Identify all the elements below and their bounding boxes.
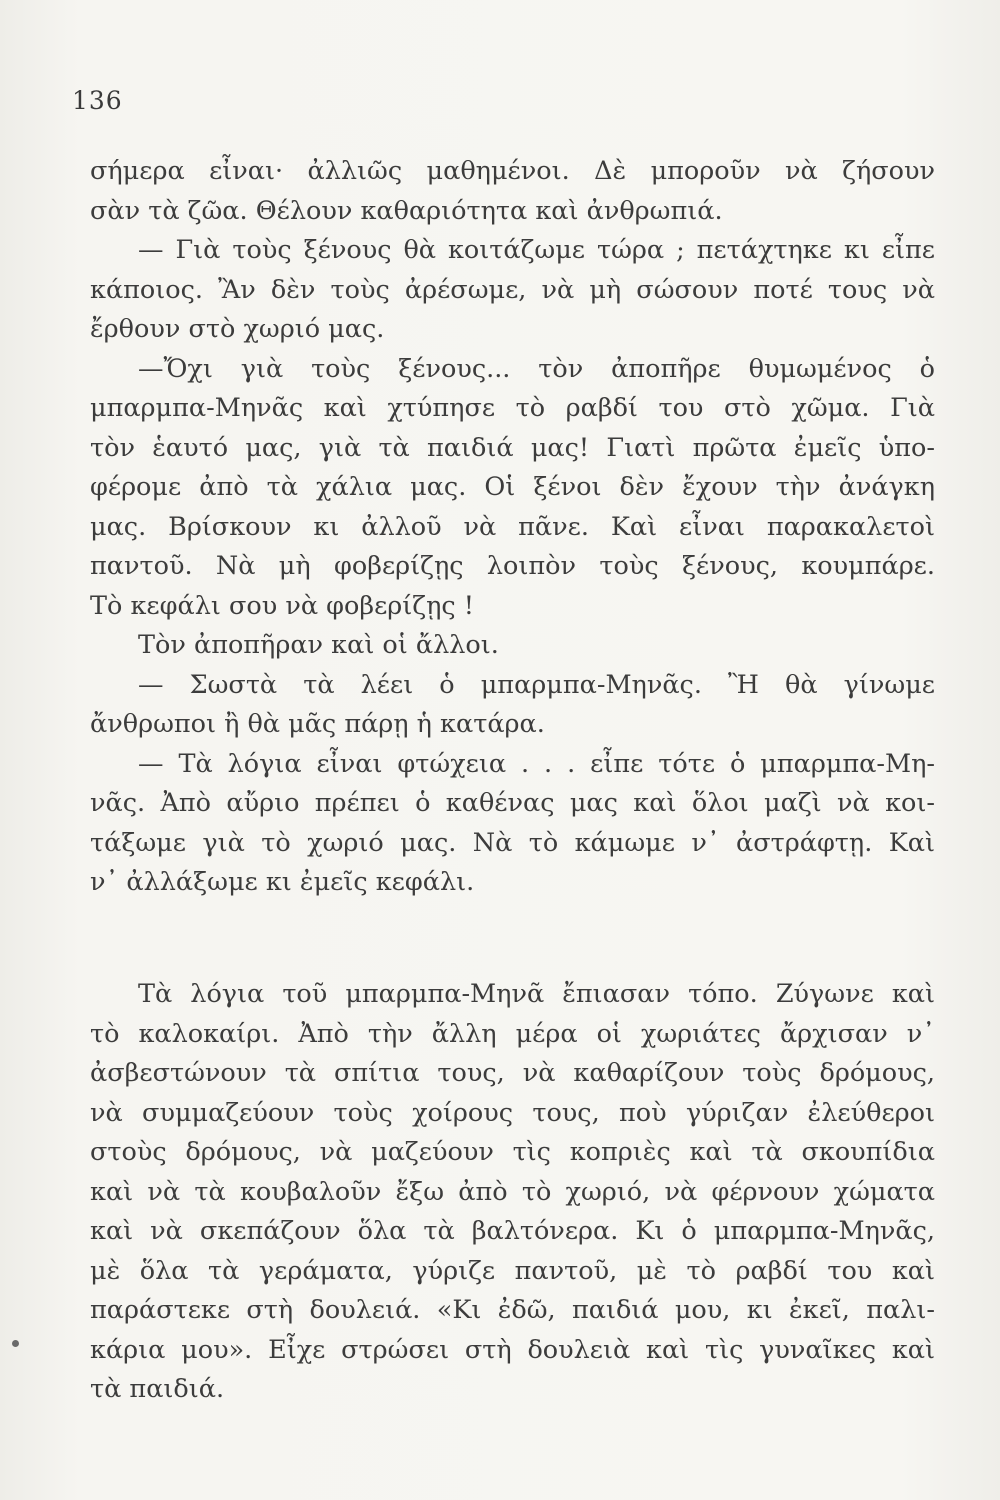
text-line: μπαρμπα-Μηνᾶς καὶ χτύπησε τὸ ραβδί του στὸ χῶμα. Γιὰ xyxy=(90,393,935,423)
text-line: ἔρθουν στὸ χωριό μας. xyxy=(90,314,385,344)
text-line: φέρομε ἀπὸ τὰ χάλια μας. Οἱ ξένοι δὲν ἔχουν τὴν ἀνάγκη xyxy=(90,472,935,502)
text-line: Τὸν ἀποπῆραν καὶ οἱ ἄλλοι. xyxy=(138,630,499,660)
text-block-dialogue xyxy=(90,152,935,903)
text-line: τάξωμε γιὰ τὸ χωριό μας. Νὰ τὸ κάμωμε ν᾿ ἀστράφτῃ. Καὶ xyxy=(90,827,935,858)
text-line: καὶ νὰ σκεπάζουν ὅλα τὰ βαλτόνερα. Κι ὁ μπαρμπα-Μηνᾶς, xyxy=(90,1216,935,1246)
text-line: νᾶς. Ἀπὸ αὔριο πρέπει ὁ καθένας μας καὶ ὅλοι μαζὶ νὰ κοι- xyxy=(90,788,935,818)
ink-spot xyxy=(12,1340,19,1347)
text-line: — Τὰ λόγια εἶναι φτώχεια . . . εἶπε τότε ὁ μπαρμπα-Μη- xyxy=(138,748,935,779)
text-line: —Ὄχι γιὰ τοὺς ξένους... τὸν ἀποπῆρε θυμωμένος ὁ xyxy=(138,353,935,384)
text-line: τὸν ἑαυτό μας, γιὰ τὰ παιδιά μας! Γιατὶ πρῶτα ἐμεῖς ὑπο- xyxy=(90,432,935,463)
text-line: Τὸ κεφάλι σου νὰ φοβερίζῃς ! xyxy=(90,590,475,621)
page-number: 136 xyxy=(72,86,123,115)
text-line: παντοῦ. Νὰ μὴ φοβερίζῃς λοιπὸν τοὺς ξένους, κουμπάρε. xyxy=(90,551,935,581)
text-line: — Σωστὰ τὰ λέει ὁ μπαρμπα-Μηνᾶς. Ἢ θὰ γίνωμε xyxy=(138,669,935,700)
text-line: τὰ παιδιά. xyxy=(90,1374,225,1404)
text-line: νὰ συμμαζεύουν τοὺς χοίρους τους, ποὺ γύριζαν ἐλεύθεροι xyxy=(90,1097,935,1128)
text-line: παράστεκε στὴ δουλειά. «Κι ἐδῶ, παιδιά μου, κι ἐκεῖ, παλι- xyxy=(90,1295,935,1325)
text-line: μὲ ὅλα τὰ γεράματα, γύριζε παντοῦ, μὲ τὸ ραβδί του καὶ xyxy=(90,1255,935,1286)
text-line: μας. Βρίσκουν κι ἀλλοῦ νὰ πᾶνε. Καὶ εἶναι παρακαλετοὶ xyxy=(90,511,935,542)
text-line: — Γιὰ τοὺς ξένους θὰ κοιτάζωμε τώρα ; πετάχτηκε κι εἶπε xyxy=(138,235,935,265)
text-line: σήμερα εἶναι· ἀλλιῶς μαθημένοι. Δὲ μποροῦν νὰ ζήσουν xyxy=(90,156,935,186)
text-line: καὶ νὰ τὰ κουβαλοῦν ἔξω ἀπὸ τὸ χωριό, νὰ φέρνουν χώματα xyxy=(90,1176,935,1207)
text-line: κάρια μου». Εἶχε στρώσει στὴ δουλειὰ καὶ τὶς γυναῖκες καὶ xyxy=(90,1334,935,1365)
text-line: σὰν τὰ ζῶα. Θέλουν καθαριότητα καὶ ἀνθρωπιά. xyxy=(90,195,723,226)
text-block-narrative xyxy=(90,975,935,1410)
text-line: ἀσβεστώνουν τὰ σπίτια τους, νὰ καθαρίζουν τοὺς δρόμους, xyxy=(90,1058,935,1088)
text-line: στοὺς δρόμους, νὰ μαζεύουν τὶς κοπριὲς καὶ τὰ σκουπίδια xyxy=(90,1137,935,1167)
text-line: ἄνθρωποι ἢ θὰ μᾶς πάρῃ ἡ κατάρα. xyxy=(90,709,545,739)
text-line: ν᾿ ἀλλάξωμε κι ἐμεῖς κεφάλι. xyxy=(90,867,475,897)
text-line: Τὰ λόγια τοῦ μπαρμπα-Μηνᾶ ἔπιασαν τόπο. Ζύγωνε καὶ xyxy=(138,979,935,1009)
text-line: τὸ καλοκαίρι. Ἀπὸ τὴν ἄλλη μέρα οἱ χωριάτες ἄρχισαν ν᾿ xyxy=(90,1018,935,1049)
text-line: κάποιος. Ἂν δὲν τοὺς ἀρέσωμε, νὰ μὴ σώσουν ποτέ τους νὰ xyxy=(90,274,935,305)
